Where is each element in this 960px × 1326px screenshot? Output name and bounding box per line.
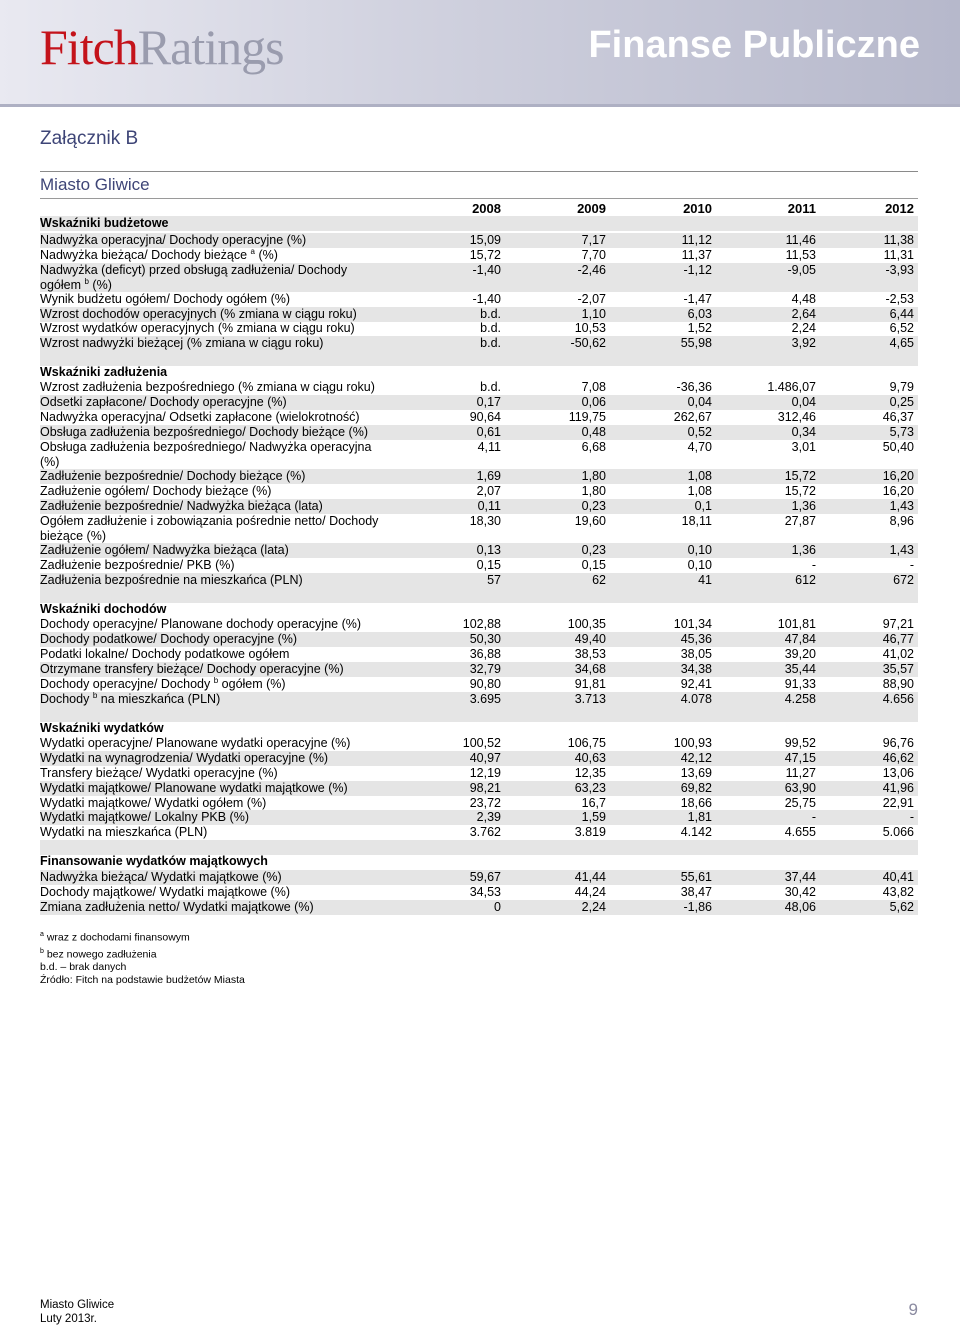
cell-value: 5,62 [889, 900, 914, 914]
cell-value: 63,23 [574, 781, 606, 795]
cell-value: 38,05 [680, 647, 712, 661]
cell-value: 50,30 [469, 632, 501, 646]
cell-value: 34,53 [469, 885, 501, 899]
year-label: 2012 [885, 201, 914, 216]
spacer-row [40, 840, 918, 855]
header-divider [0, 104, 960, 107]
cell-value: 0,23 [581, 543, 606, 557]
table-row [40, 425, 918, 440]
cell-value: 100,35 [567, 617, 606, 631]
cell-value: 3,92 [791, 336, 816, 350]
cell-value: 1,08 [687, 469, 712, 483]
cell-value: 7,08 [581, 380, 606, 394]
table-row [40, 632, 918, 647]
year-label: 2008 [472, 201, 501, 216]
table-row [40, 248, 918, 263]
table-row [40, 321, 918, 336]
cell-value: 55,61 [680, 870, 712, 884]
cell-value: 11,38 [883, 233, 914, 247]
cell-value: 0,04 [791, 395, 816, 409]
cell-value: 5,73 [889, 425, 914, 439]
cell-value: 40,41 [882, 870, 914, 884]
cell-value: 48,06 [784, 900, 816, 914]
cell-value: 1,81 [687, 810, 712, 824]
cell-value: 12,35 [574, 766, 606, 780]
cell-value: 4.656 [882, 692, 914, 706]
year-label: 2010 [683, 201, 712, 216]
cell-value: 99,52 [784, 736, 816, 750]
page-number: 9 [908, 1300, 918, 1319]
row-label: Zadłużenie bezpośrednie/ Nadwyżka bieżąca (lata) [40, 499, 323, 513]
table-row [40, 263, 918, 292]
cell-value: 106,75 [567, 736, 606, 750]
row-label: Dochody operacyjne/ Dochody $^b$ ogółem (%) [40, 675, 286, 691]
cell-value: 55,98 [680, 336, 712, 350]
table-row [40, 647, 918, 662]
table-row [40, 233, 918, 248]
cell-value: 41,02 [882, 647, 914, 661]
table-row [40, 885, 918, 900]
table-row [40, 900, 918, 915]
cell-value: 4.655 [784, 825, 816, 839]
cell-value: 10,53 [574, 321, 606, 335]
row-label: Zadłużenie ogółem/ Dochody bieżące (%) [40, 484, 272, 498]
cell-value: 6,52 [889, 321, 914, 335]
cell-value: 47,84 [784, 632, 816, 646]
cell-value: 45,36 [680, 632, 712, 646]
cell-value: 0 [494, 900, 501, 914]
cell-value: 19,60 [574, 514, 606, 528]
cell-value: 6,03 [687, 307, 712, 321]
footer-city: Miasto Gliwice [40, 1299, 115, 1311]
cell-value: 40,97 [469, 751, 501, 765]
table-row [40, 292, 918, 307]
cell-value: 0,11 [477, 499, 501, 513]
cell-value: 11,46 [785, 233, 816, 247]
cell-value: -1,12 [683, 263, 712, 277]
table-row [40, 543, 918, 558]
table-row [40, 692, 918, 707]
cell-value: 1,08 [687, 484, 712, 498]
row-label: Wydatki na mieszkańca (PLN) [40, 825, 208, 839]
table-row [40, 514, 918, 543]
table-row [40, 796, 918, 811]
cell-value: 102,88 [462, 617, 501, 631]
cell-value: 11,27 [785, 766, 816, 780]
row-label: Dochody operacyjne/ Planowane dochody operacyjne (%) [40, 617, 362, 631]
row-label: Dochody $^b$ na mieszkańca (PLN) [40, 690, 221, 706]
cell-value: 38,47 [680, 885, 712, 899]
cell-value: 11,37 [681, 248, 712, 262]
cell-value: 42,12 [680, 751, 712, 765]
cell-value: 40,63 [574, 751, 606, 765]
row-label: Nadwyżka operacyjna/ Dochody operacyjne (%) [40, 233, 307, 247]
spacer-row [40, 588, 918, 603]
table-row [40, 662, 918, 677]
cell-value: 0,13 [476, 543, 501, 557]
cell-value: 672 [893, 573, 914, 587]
cell-value: 63,90 [784, 781, 816, 795]
row-label: Podatki lokalne/ Dochody podatkowe ogółem [40, 647, 290, 661]
cell-value: 91,81 [574, 677, 606, 691]
cell-value: 6,68 [581, 440, 606, 454]
table-row [40, 499, 918, 514]
cell-value: 35,44 [784, 662, 816, 676]
cell-value: 2,24 [581, 900, 606, 914]
row-label: Wzrost nadwyżki bieżącej (% zmiana w ciągu roku) [40, 336, 324, 350]
year-label: 2011 [787, 201, 816, 216]
cell-value: 30,42 [784, 885, 816, 899]
cell-value: 0,06 [581, 395, 606, 409]
table-row [40, 469, 918, 484]
row-label: Transfery bieżące/ Wydatki operacyjne (%) [40, 766, 278, 780]
row-label: Zmiana zadłużenia netto/ Wydatki majątkowe (%) [40, 900, 314, 914]
row-label: Wydatki majątkowe/ Lokalny PKB (%) [40, 810, 249, 824]
cell-value: -50,62 [570, 336, 606, 350]
cell-value: 9,79 [889, 380, 914, 394]
cell-value: 59,67 [469, 870, 501, 884]
cell-value: 101,34 [673, 617, 712, 631]
row-label: Wydatki operacyjne/ Planowane wydatki operacyjne (%) [40, 736, 351, 750]
cell-value: 27,87 [784, 514, 816, 528]
cell-value: b.d. [480, 380, 501, 394]
cell-value: 34,38 [680, 662, 712, 676]
cell-value: 97,21 [882, 617, 914, 631]
cell-value: 15,72 [784, 484, 816, 498]
cell-value: 50,40 [882, 440, 914, 454]
cell-value: 35,57 [882, 662, 914, 676]
cell-value: -2,53 [885, 292, 914, 306]
cell-value: 4.142 [680, 825, 712, 839]
table-row [40, 766, 918, 781]
table-row [40, 825, 918, 840]
cell-value: 100,93 [673, 736, 712, 750]
section-title: Finansowanie wydatków majątkowych [40, 854, 268, 868]
year-header [0, 201, 960, 217]
row-label: Wzrost zadłużenia bezpośredniego (% zmiana w ciągu roku) [40, 380, 375, 394]
cell-value: 88,90 [882, 677, 914, 691]
row-label: Obsługa zadłużenia bezpośredniego/ Nadwyżka operacyjna (%) [40, 440, 372, 469]
cell-value: 0,52 [687, 425, 712, 439]
row-label: Nadwyżka (deficyt) przed obsługą zadłużenia/ Dochody ogółem $^b$ (%) [40, 263, 348, 292]
cell-value: 96,76 [882, 736, 914, 750]
footnotes [40, 928, 245, 987]
year-label: 2009 [577, 201, 606, 216]
cell-value: 1,36 [791, 499, 816, 513]
cell-value: 0,23 [581, 499, 606, 513]
cell-value: 1,59 [581, 810, 606, 824]
footnote-bd: b.d. – brak danych [40, 961, 127, 973]
footer-date: Luty 2013r. [40, 1313, 97, 1325]
table-row [40, 810, 918, 825]
cell-value: 69,82 [680, 781, 712, 795]
cell-value: 0,04 [687, 395, 712, 409]
cell-value: 1,52 [687, 321, 712, 335]
row-label: Ogółem zadłużenie i zobowiązania pośrednie netto/ Dochody bieżące (%) [40, 514, 379, 543]
row-label: Wydatki majątkowe/ Planowane wydatki majątkowe (%) [40, 781, 348, 795]
cell-value: -36,36 [676, 380, 712, 394]
cell-value: 11,53 [785, 248, 816, 262]
cell-value: 4,48 [791, 292, 816, 306]
row-label: Wydatki majątkowe/ Wydatki ogółem (%) [40, 796, 267, 810]
cell-value: 0,15 [476, 558, 501, 572]
source-note: Źródło: Fitch na podstawie budżetów Miasta [40, 974, 245, 986]
cell-value: 2,24 [791, 321, 816, 335]
cell-value: 8,96 [889, 514, 914, 528]
cell-value: 3.695 [469, 692, 501, 706]
cell-value: - [811, 558, 816, 572]
cell-value: b.d. [480, 336, 501, 350]
cell-value: 0,15 [581, 558, 606, 572]
cell-value: 1,80 [581, 469, 606, 483]
cell-value: 32,79 [469, 662, 501, 676]
table-row [40, 781, 918, 796]
cell-value: 3.713 [574, 692, 606, 706]
cell-value: - [811, 810, 816, 824]
cell-value: 5.066 [882, 825, 914, 839]
cell-value: 262,67 [673, 410, 712, 424]
cell-value: 44,24 [574, 885, 606, 899]
section-title: Wskaźniki dochodów [40, 602, 167, 616]
table-row [40, 380, 918, 395]
table-row [40, 558, 918, 573]
table-row [40, 677, 918, 692]
row-label: Nadwyżka bieżąca/ Wydatki majątkowe (%) [40, 870, 282, 884]
header-title: Finanse Publiczne [588, 24, 920, 66]
cell-value: 18,30 [469, 514, 501, 528]
row-label: Wydatki na wynagrodzenia/ Wydatki operacyjne (%) [40, 751, 329, 765]
cell-value: 7,17 [581, 233, 606, 247]
cell-value: 0,34 [791, 425, 816, 439]
cell-value: 2,39 [476, 810, 501, 824]
table-row [40, 410, 918, 425]
cell-value: 37,44 [784, 870, 816, 884]
cell-value: 6,44 [889, 307, 914, 321]
cell-value: 612 [795, 573, 816, 587]
cell-value: 34,68 [574, 662, 606, 676]
row-label: Zadłużenia bezpośrednie na mieszkańca (PLN) [40, 573, 303, 587]
cell-value: 47,15 [784, 751, 816, 765]
cell-value: 16,7 [581, 796, 606, 810]
cell-value: 13,69 [680, 766, 712, 780]
cell-value: -1,40 [472, 263, 501, 277]
cell-value: 13,06 [882, 766, 914, 780]
cell-value: b.d. [480, 321, 501, 335]
cell-value: 4.078 [680, 692, 712, 706]
cell-value: 38,53 [574, 647, 606, 661]
table-row [40, 395, 918, 410]
cell-value: 25,75 [784, 796, 816, 810]
table-row [40, 336, 918, 351]
cell-value: 46,37 [882, 410, 914, 424]
section-title: Wskaźniki wydatków [40, 721, 164, 735]
section-title: Wskaźniki zadłużenia [40, 365, 168, 379]
row-label: Nadwyżka bieżąca/ Dochody bieżące $^a$ (%) [40, 246, 278, 262]
cell-value: 0,25 [889, 395, 914, 409]
cell-value: 15,72 [469, 248, 501, 262]
cell-value: 0,1 [694, 499, 712, 513]
page-header [0, 0, 960, 104]
cell-value: 16,20 [882, 469, 914, 483]
row-label: Dochody majątkowe/ Wydatki majątkowe (%) [40, 885, 290, 899]
cell-value: 57 [487, 573, 501, 587]
cell-value: 43,82 [882, 885, 914, 899]
cell-value: 2,64 [791, 307, 816, 321]
cell-value: 3,01 [791, 440, 816, 454]
cell-value: 101,81 [777, 617, 816, 631]
cell-value: 46,77 [882, 632, 914, 646]
table-top-divider [40, 198, 918, 199]
cell-value: 92,41 [680, 677, 712, 691]
cell-value: 15,09 [469, 233, 501, 247]
row-label: Wzrost wydatków operacyjnych (% zmiana w ciągu roku) [40, 321, 355, 335]
row-label: Zadłużenie bezpośrednie/ Dochody bieżące (%) [40, 469, 306, 483]
cell-value: -2,46 [577, 263, 606, 277]
table-row [40, 484, 918, 499]
cell-value: 36,88 [469, 647, 501, 661]
table-row [40, 617, 918, 632]
cell-value: 90,64 [469, 410, 501, 424]
cell-value: 7,70 [581, 248, 606, 262]
cell-value: 91,33 [784, 677, 816, 691]
footnote-b: $^b$ bez nowego zadłużenia [40, 947, 157, 960]
cell-value: 4,65 [889, 336, 914, 350]
cell-value: 2,07 [476, 484, 501, 498]
cell-value: 100,52 [462, 736, 501, 750]
cell-value: 41 [698, 573, 712, 587]
cell-value: 312,46 [777, 410, 816, 424]
row-label: Zadłużenie bezpośrednie/ PKB (%) [40, 558, 235, 572]
cell-value: 62 [592, 573, 606, 587]
cell-value: 3.762 [469, 825, 501, 839]
cell-value: 49,40 [574, 632, 606, 646]
cell-value: -2,07 [577, 292, 606, 306]
spacer-row [40, 351, 918, 366]
row-label: Nadwyżka operacyjna/ Odsetki zapłacone (wielokrotność) [40, 410, 360, 424]
cell-value: 39,20 [784, 647, 816, 661]
spacer-row [40, 707, 918, 722]
cell-value: 18,11 [681, 514, 712, 528]
table-row [40, 751, 918, 766]
cell-value: 41,96 [882, 781, 914, 795]
cell-value: -3,93 [885, 263, 914, 277]
cell-value: 0,17 [476, 395, 501, 409]
cell-value: 1.486,07 [767, 380, 816, 394]
page-footer [40, 1298, 114, 1326]
cell-value: 11,31 [883, 248, 914, 262]
cell-value: 1,10 [581, 307, 606, 321]
cell-value: 11,12 [681, 233, 712, 247]
cell-value: 4.258 [784, 692, 816, 706]
table-row [40, 870, 918, 885]
row-label: Wynik budżetu ogółem/ Dochody ogółem (%) [40, 292, 291, 306]
cell-value: 4,11 [477, 440, 501, 454]
cell-value: 16,20 [882, 484, 914, 498]
cell-value: 1,43 [889, 543, 914, 557]
cell-value: 15,72 [784, 469, 816, 483]
row-label: Otrzymane transfery bieżące/ Dochody operacyjne (%) [40, 662, 344, 676]
cell-value: 0,10 [687, 558, 712, 572]
city-title: Miasto Gliwice [40, 175, 150, 194]
cell-value: 18,66 [680, 796, 712, 810]
cell-value: 41,44 [574, 870, 606, 884]
cell-value: 46,62 [882, 751, 914, 765]
cell-value: 23,72 [469, 796, 501, 810]
table-row [40, 573, 918, 588]
fitch-ratings-logo: FitchRatings [40, 19, 284, 75]
cell-value: 0,48 [581, 425, 606, 439]
cell-value: - [909, 558, 914, 572]
cell-value: -9,05 [787, 263, 816, 277]
cell-value: 1,80 [581, 484, 606, 498]
row-label: Dochody podatkowe/ Dochody operacyjne (%) [40, 632, 298, 646]
row-label: Obsługa zadłużenia bezpośredniego/ Dochody bieżące (%) [40, 425, 368, 439]
row-label: Zadłużenie ogółem/ Nadwyżka bieżąca (lata) [40, 543, 289, 557]
cell-value: 0,61 [476, 425, 501, 439]
cell-value: -1,40 [472, 292, 501, 306]
cell-value: 119,75 [568, 410, 606, 424]
cell-value: - [909, 810, 914, 824]
cell-value: 4,70 [687, 440, 712, 454]
annex-title: Załącznik B [40, 128, 139, 149]
table-row [40, 736, 918, 751]
cell-value: -1,86 [683, 900, 712, 914]
cell-value: 1,36 [791, 543, 816, 557]
section-title: Wskaźniki budżetowe [40, 216, 918, 231]
cell-value: 12,19 [469, 766, 501, 780]
cell-value: 1,43 [889, 499, 914, 513]
cell-value: 22,91 [882, 796, 914, 810]
cell-value: 0,10 [687, 543, 712, 557]
table-row [40, 307, 918, 322]
row-label: Odsetki zapłacone/ Dochody operacyjne (%) [40, 395, 287, 409]
cell-value: b.d. [480, 307, 501, 321]
cell-value: 90,80 [469, 677, 501, 691]
cell-value: 3.819 [574, 825, 606, 839]
cell-value: 1,69 [476, 469, 501, 483]
footnote-a: $^a$ wraz z dochodami finansowym [40, 931, 190, 944]
city-divider [40, 171, 918, 172]
cell-value: 98,21 [469, 781, 501, 795]
table-row [40, 440, 918, 469]
cell-value: -1,47 [683, 292, 712, 306]
row-label: Wzrost dochodów operacyjnych (% zmiana w ciągu roku) [40, 307, 357, 321]
